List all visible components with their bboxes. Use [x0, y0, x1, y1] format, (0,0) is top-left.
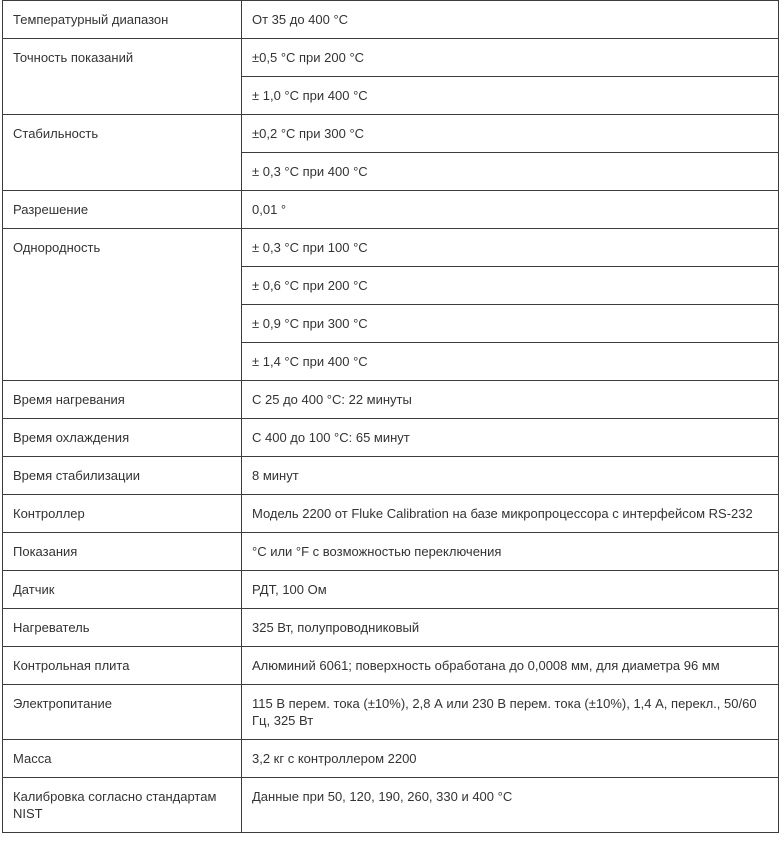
table-row — [3, 39, 779, 77]
spec-label: Электропитание — [3, 685, 242, 740]
table-row — [3, 647, 779, 685]
table-row — [3, 778, 779, 833]
table-row — [3, 533, 779, 571]
spec-label: Точность показаний — [3, 39, 242, 115]
table-row — [3, 419, 779, 457]
table-row — [3, 381, 779, 419]
table-row — [3, 191, 779, 229]
spec-label: Разрешение — [3, 191, 242, 229]
spec-value: ± 1,4 °C при 400 °C — [242, 343, 779, 381]
spec-label: Время охлаждения — [3, 419, 242, 457]
table-row — [3, 457, 779, 495]
spec-value: ±0,5 °C при 200 °C — [242, 39, 779, 77]
spec-value: 0,01 ° — [242, 191, 779, 229]
table-row — [3, 609, 779, 647]
spec-value: 3,2 кг с контроллером 2200 — [242, 740, 779, 778]
spec-label: Нагреватель — [3, 609, 242, 647]
table-row — [3, 115, 779, 153]
table-row — [3, 571, 779, 609]
table-row — [3, 229, 779, 267]
table-row — [3, 685, 779, 740]
spec-value: С 400 до 100 °C: 65 минут — [242, 419, 779, 457]
spec-value: Модель 2200 от Fluke Calibration на базе микропроцессора с интерфейсом RS-232 — [242, 495, 779, 533]
spec-value: Алюминий 6061; поверхность обработана до 0,0008 мм, для диаметра 96 мм — [242, 647, 779, 685]
spec-value: 8 минут — [242, 457, 779, 495]
specifications-table-body — [3, 1, 779, 833]
spec-value: ± 0,3 °C при 100 °C — [242, 229, 779, 267]
spec-label: Контрольная плита — [3, 647, 242, 685]
spec-label: Время стабилизации — [3, 457, 242, 495]
spec-value: Данные при 50, 120, 190, 260, 330 и 400 °C — [242, 778, 779, 833]
spec-label: Масса — [3, 740, 242, 778]
table-row — [3, 1, 779, 39]
spec-label: Датчик — [3, 571, 242, 609]
spec-label: Время нагревания — [3, 381, 242, 419]
spec-value: РДТ, 100 Ом — [242, 571, 779, 609]
spec-label: Показания — [3, 533, 242, 571]
spec-value: 325 Вт, полупроводниковый — [242, 609, 779, 647]
table-row — [3, 740, 779, 778]
table-row — [3, 495, 779, 533]
spec-value: ±0,2 °C при 300 °C — [242, 115, 779, 153]
specifications-table — [2, 0, 779, 833]
spec-value: ± 0,9 °C при 300 °C — [242, 305, 779, 343]
spec-value: 115 В перем. тока (±10%), 2,8 А или 230 В перем. тока (±10%), 1,4 А, перекл., 50/60 Гц, 325 Вт — [242, 685, 779, 740]
spec-value: ± 0,3 °C при 400 °C — [242, 153, 779, 191]
spec-value: °C или °F с возможностью переключения — [242, 533, 779, 571]
spec-value: ± 1,0 °C при 400 °C — [242, 77, 779, 115]
spec-label: Температурный диапазон — [3, 1, 242, 39]
spec-label: Однородность — [3, 229, 242, 381]
spec-label: Стабильность — [3, 115, 242, 191]
spec-label: Калибровка согласно стандартам NIST — [3, 778, 242, 833]
spec-value: От 35 до 400 °C — [242, 1, 779, 39]
spec-value: С 25 до 400 °C: 22 минуты — [242, 381, 779, 419]
spec-label: Контроллер — [3, 495, 242, 533]
spec-value: ± 0,6 °C при 200 °C — [242, 267, 779, 305]
